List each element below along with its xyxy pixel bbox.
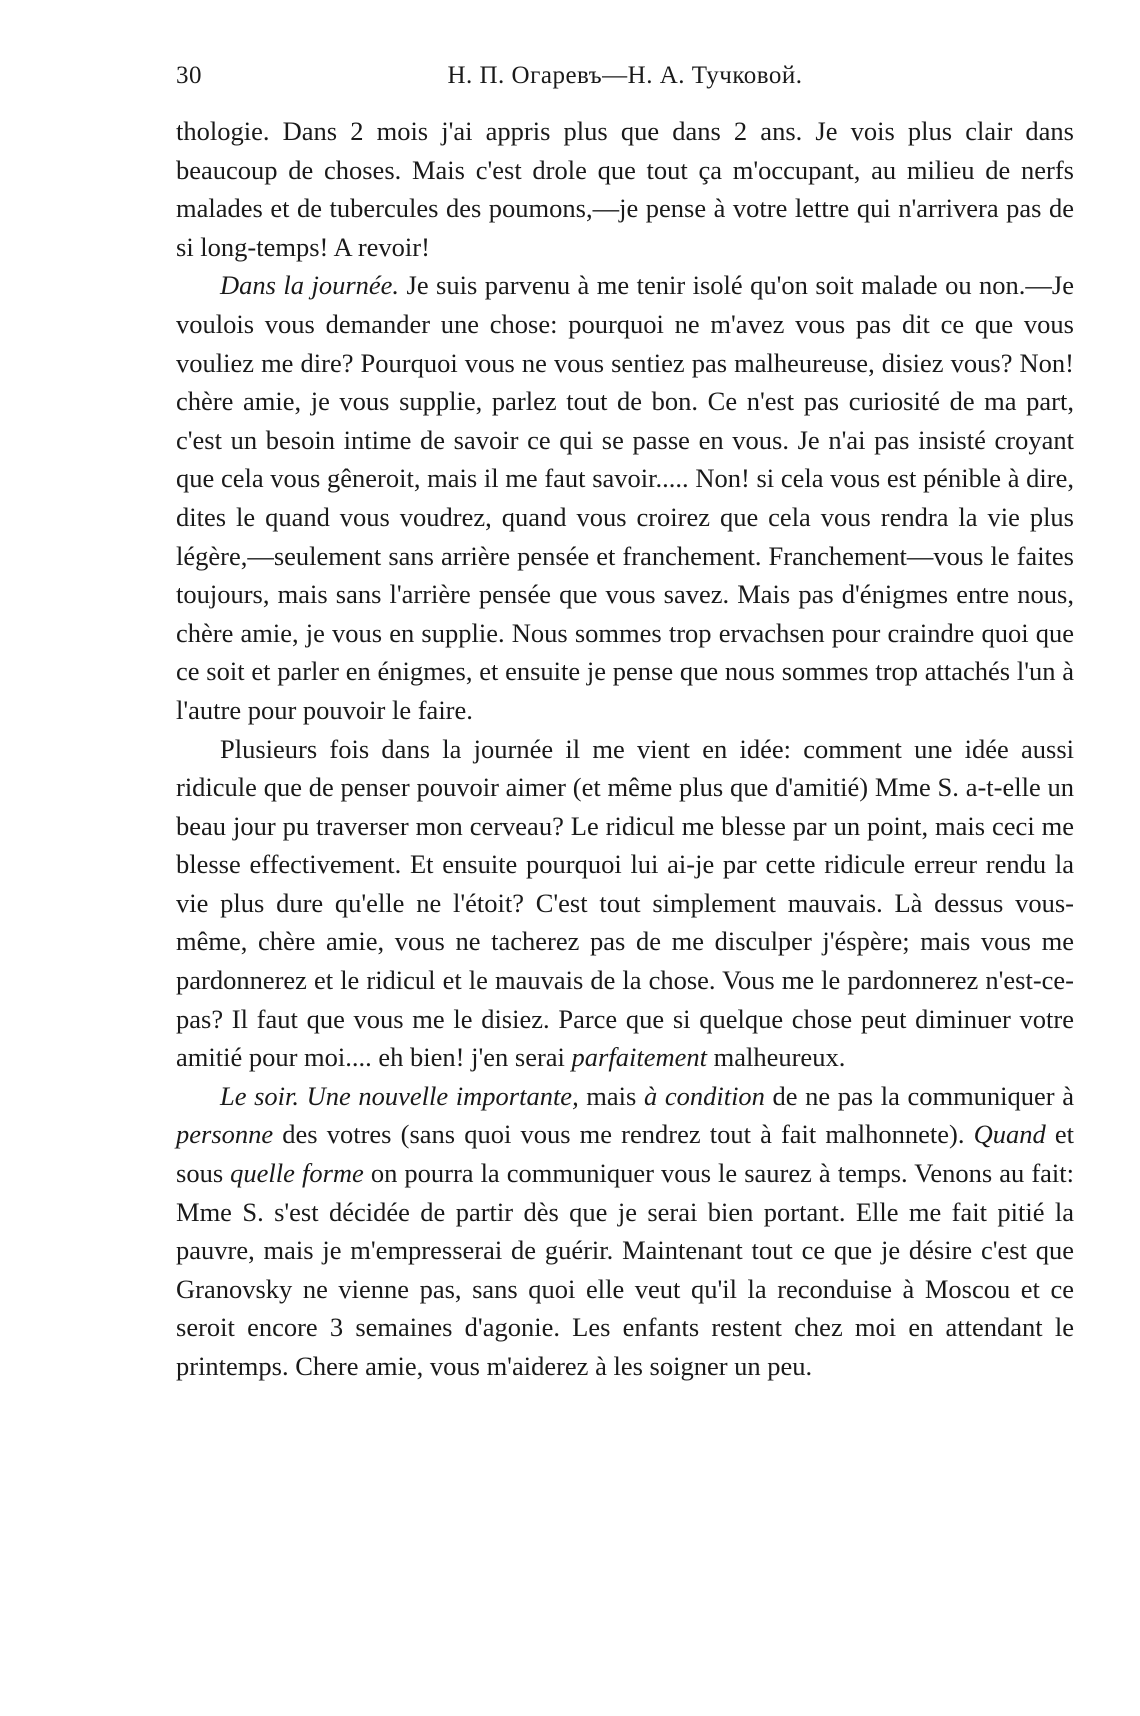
paragraph (176, 112, 1074, 266)
text-segment: des votres (sans quoi vous me rendrez tout à fait malhonnete). (273, 1119, 974, 1150)
italic-segment: parfaitement (571, 1042, 707, 1073)
running-head (176, 62, 1074, 96)
text-segment: Je suis parvenu à me tenir isolé qu'on soit malade ou non.—Je voulois vous demander une chose: pourquoi ne m'avez vous pas dit ce que vous vouliez me dire? Pourquoi vous ne vous sentiez pas malheureuse, disiez vous? Non! chère amie, je vous supplie, parlez tout de bon. Ce n'est pas curiosité de ma part, c'est un besoin intime de savoir ce qui se passe en vous. Je n'ai pas insisté croyant que cela vous gêneroit, mais il me faut savoir..... Non! si cela vous est pénible à dire, dites le quand vous voudrez, quand vous croirez que cela vous rendra la vie plus légère,—seulement sans arrière pensée et franchement. Franchement—vous le faites toujours, mais sans l'arrière pensée que vous savez. Mais pas d'énigmes entre nous, chère amie, je vous en supplie. Nous sommes trop ervachsen pour craindre quoi que ce soit et parler en énigmes, et ensuite je pense que nous sommes trop attachés l'un à l'autre pour pouvoir le faire. (176, 270, 1074, 725)
text-segment: de ne pas la communiquer à (764, 1080, 1075, 1111)
text-segment: et sous (176, 1119, 1075, 1189)
text-segment: on pourra la communiquer vous le saurez à temps. Venons au fait: Mme S. s'est décidée de partir dès que je serai bien portant. Elle me fait pitié la pauvre, mais je m'empresserai de guérir. Maintenant tout ce que je désire c'est que Granovsky ne vienne pas, sans quoi elle veut qu'il la reconduise à Moscou et ce seroit encore 3 semaines d'agonie. Les enfants restent chez moi en attendant le printemps. Chere amie, vous m'aiderez à les soigner un peu. (176, 1158, 1074, 1381)
text-segment: Plusieurs fois dans la journée il me vient en idée: comment une idée aussi ridicule que de penser pouvoir aimer (et même plus que d'amitié) Mme S. a-t-elle un beau jour pu traverser mon cerveau? Le ridicul me blesse par un point, mais ceci me blesse effectivement. Et ensuite pourquoi lui ai-je par cette ridicule erreur rendu la vie plus dure qu'elle ne l'étoit? C'est tout simplement mauvais. Là dessus vous-même, chère amie, vous ne tacherez pas de me disculper j'éspère; mais vous me pardonnerez et le ridicul et le mauvais de la chose. Vous me le pardonnerez n'est-ce-pas? Il faut que vous me le disiez. Parce que si quelque chose peut diminuer votre amitié pour moi.... eh bien! j'en serai (176, 733, 1074, 1073)
paragraph (176, 266, 1074, 729)
paragraph (176, 730, 1074, 1077)
italic-segment: personne (176, 1119, 274, 1150)
italic-segment: Dans la journée. (220, 270, 400, 301)
running-title: Н. П. Огаревъ—Н. А. Тучковой. (447, 62, 803, 89)
text-segment: thologie. Dans 2 mois j'ai appris plus que dans 2 ans. Je vois plus clair dans beaucoup de choses. Mais c'est drole que tout ça m'occupant, au milieu de nerfs malades et de tubercules des poumons,—je pense à votre lettre qui n'arrivera pas de si long-temps! A revoir! (176, 116, 1074, 262)
italic-segment: Le soir. Une nouvelle importante, (220, 1080, 579, 1111)
page-number: 30 (176, 62, 202, 89)
body-text (176, 112, 1074, 1386)
italic-segment: à condition (643, 1080, 765, 1111)
paragraph (176, 1077, 1074, 1386)
italic-segment: quelle forme (230, 1158, 364, 1189)
italic-segment: Quand (973, 1119, 1046, 1150)
text-segment: malheureux. (706, 1042, 846, 1073)
text-segment: mais (578, 1080, 644, 1111)
